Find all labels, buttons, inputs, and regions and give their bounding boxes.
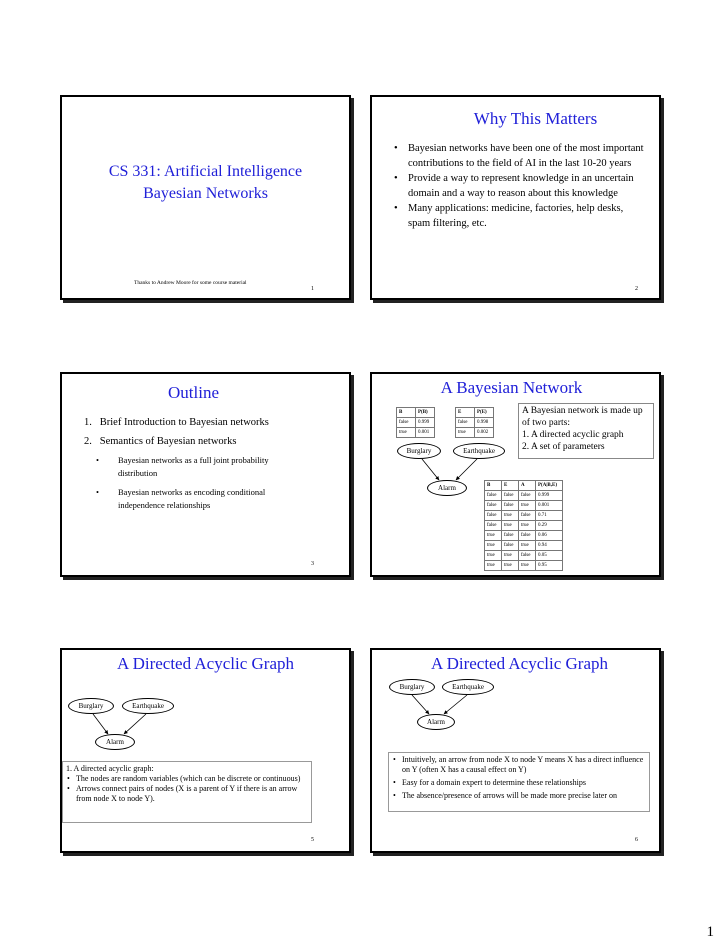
table-header: B (485, 481, 502, 491)
edge-earthquake-alarm (124, 714, 146, 734)
table-cell: false (397, 418, 416, 428)
table-cell: false (502, 541, 519, 551)
slide-2-title: Why This Matters (473, 109, 598, 128)
slide-1-title-line2: Bayesian Networks (143, 185, 268, 202)
table-cell: true (519, 561, 536, 571)
outline-subitem: • Bayesian networks as a full joint probability distribution (94, 454, 309, 480)
node-earthquake: Earthquake (453, 443, 505, 459)
table-cell: 0.999 (536, 491, 563, 501)
outline-subitems (94, 454, 309, 512)
table-cell: false (502, 491, 519, 501)
table-header-row (485, 481, 563, 491)
slide-4 (370, 372, 661, 577)
slide-1-number: 1 (311, 286, 314, 292)
outline-item-2: 2. Semantics of Bayesian networks (84, 436, 237, 447)
table-cell: true (485, 531, 502, 541)
table-cell: true (519, 521, 536, 531)
table-cell: false (519, 531, 536, 541)
table-cell: false (502, 531, 519, 541)
table-row (485, 541, 563, 551)
node-alarm: Alarm (95, 734, 135, 750)
table-cell: true (485, 551, 502, 561)
slide-4-title: A Bayesian Network (440, 378, 583, 397)
slide-1-title-line1: CS 331: Artificial Intelligence (108, 163, 303, 180)
table-cell: 0.999 (416, 418, 435, 428)
table-cell: 0.71 (536, 511, 563, 521)
table-cell: 0.06 (536, 531, 563, 541)
table-header: P(A|B,E) (536, 481, 563, 491)
dag-notes-bullet: • Easy for a domain expert to determine these relationships (392, 778, 646, 788)
slide-6-title: A Directed Acyclic Graph (430, 654, 608, 673)
table-header: P(B) (416, 408, 435, 418)
table-cell: 0.94 (536, 541, 563, 551)
slide-2-bullet: • Provide a way to represent knowledge in an uncertain domain and a way to reason about this knowledge (392, 171, 644, 201)
table-cell: true (502, 521, 519, 531)
table-cell: false (502, 501, 519, 511)
slide-6-number: 6 (635, 837, 638, 843)
dag-notes-bullet: • Intuitively, an arrow from node X to node Y means X has a direct influence on Y (often X has a causal effect on Y) (392, 755, 646, 775)
slide-2-bullet: • Many applications: medicine, factories, help desks, spam filtering, etc. (392, 201, 644, 231)
edge-earthquake-alarm (456, 459, 477, 480)
slide-2-number: 2 (635, 286, 638, 292)
node-alarm: Alarm (427, 480, 467, 496)
table-row (485, 511, 563, 521)
node-alarm: Alarm (417, 714, 455, 730)
dag-notes-box (388, 752, 650, 812)
slide-1-credit: Thanks to Andrew Moore for some course material (134, 280, 247, 286)
table-header: B (397, 408, 416, 418)
table-row (485, 521, 563, 531)
dag-box-bullet: • Arrows connect pairs of nodes (X is a parent of Y if there is an arrow from node X to node Y). (66, 784, 308, 804)
slide-3-number: 3 (311, 561, 314, 567)
slide-2-bullet: • Bayesian networks have been one of the most important contributions to the field of AI in the last 10-20 years (392, 141, 644, 171)
slide-5 (60, 648, 351, 853)
table-header: A (519, 481, 536, 491)
slide-5-title: A Directed Acyclic Graph (116, 654, 294, 673)
dag-box-bullet: • The nodes are random variables (which can be discrete or continuous) (66, 774, 308, 784)
table-row (485, 491, 563, 501)
table-header: E (456, 408, 475, 418)
table-cell: false (485, 521, 502, 531)
dag-notes-bullets (392, 755, 646, 801)
edge-burglary-alarm (412, 695, 429, 714)
table-cell: true (519, 501, 536, 511)
edge-burglary-alarm (93, 714, 108, 734)
table-cell: true (397, 428, 416, 438)
dag-notes-bullet: • The absence/presence of arrows will be made more precise later on (392, 791, 646, 801)
slide-6 (370, 648, 661, 853)
table-row (485, 561, 563, 571)
dag-box-bullets (66, 774, 308, 804)
table-cell: 0.001 (536, 501, 563, 511)
slide-1 (60, 95, 351, 300)
cpt-alarm (484, 480, 563, 571)
bn-description-line2: 1. A directed acyclic graph (522, 430, 624, 440)
edge-earthquake-alarm (444, 695, 467, 714)
table-cell: true (502, 561, 519, 571)
table-cell: false (485, 491, 502, 501)
node-burglary: Burglary (389, 679, 435, 695)
table-cell: true (485, 561, 502, 571)
table-cell: 0.002 (475, 428, 494, 438)
table-cell: 0.29 (536, 521, 563, 531)
node-earthquake: Earthquake (122, 698, 174, 714)
slide-3 (60, 372, 351, 577)
table-row (485, 501, 563, 511)
table-cell: false (519, 511, 536, 521)
bn-description-line1: A Bayesian network is made up of two parts: (522, 406, 643, 428)
page-number: 1 (706, 924, 714, 940)
table-cell: true (456, 428, 475, 438)
table-cell: true (485, 541, 502, 551)
table-cell: false (519, 551, 536, 561)
node-earthquake: Earthquake (442, 679, 494, 695)
outline-subitem: • Bayesian networks as encoding conditional independence relationships (94, 486, 309, 512)
table-row (485, 531, 563, 541)
table-cell: 0.001 (416, 428, 435, 438)
table-cell: false (456, 418, 475, 428)
table-cell: 0.95 (536, 561, 563, 571)
table-cell: 0.998 (475, 418, 494, 428)
node-burglary: Burglary (68, 698, 114, 714)
dag-box-heading: 1. A directed acyclic graph: (66, 764, 154, 773)
table-row (485, 551, 563, 561)
node-burglary: Burglary (397, 443, 441, 459)
slide-2 (370, 95, 661, 300)
dag-definition-box (62, 761, 312, 823)
table-header: E (502, 481, 519, 491)
table-cell: true (502, 551, 519, 561)
table-header: P(E) (475, 408, 494, 418)
slide-5-arrows (62, 650, 353, 855)
table-cell: 0.05 (536, 551, 563, 561)
edge-burglary-alarm (422, 459, 439, 480)
slide-3-title: Outline (168, 383, 219, 402)
table-cell: false (485, 501, 502, 511)
table-cell: true (519, 541, 536, 551)
outline-item-1: 1. Brief Introduction to Bayesian networks (84, 417, 269, 428)
table-cell: true (502, 511, 519, 521)
bn-description-line3: 2. A set of parameters (522, 442, 605, 452)
slide-5-number: 5 (311, 837, 314, 843)
slide-2-bullets (392, 141, 644, 231)
table-cell: false (519, 491, 536, 501)
table-cell: false (485, 511, 502, 521)
